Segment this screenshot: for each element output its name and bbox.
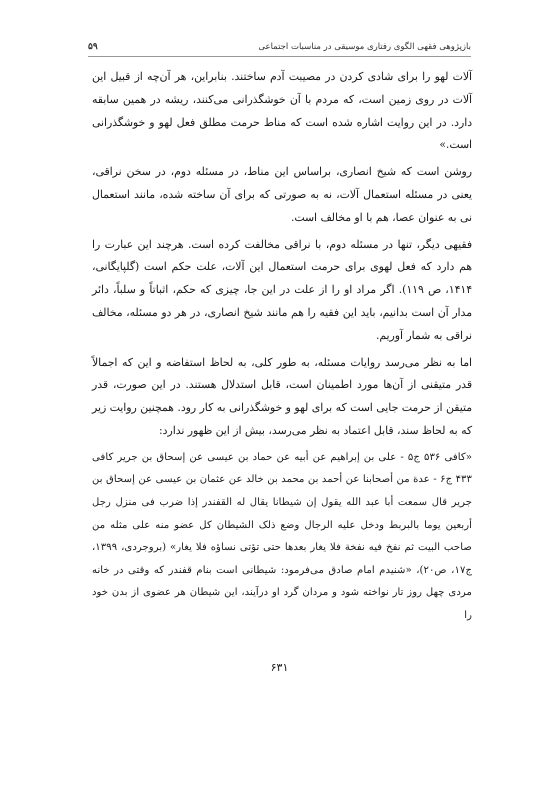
page-number: ۶۳۱: [270, 661, 289, 674]
paragraph: روشن است که شیخ انصاری، براساس این مناط، در مسئله دوم، در سخن نراقی، یعنی در مسئله استعمال آلات، نه به صورتی که برای آن ساخته شده، مانند استعمال نی به عنوان عصا، هم با او مخالف است.: [92, 165, 472, 224]
header-divider: [88, 56, 471, 57]
paragraph: اما به نظر می‌رسد روایات مسئله، به طور کلی، به لحاظ استفاضه و این که اجمالاً قدر متیقنی از آن‌ها مورد اطمینان است، قابل استدلال هستند. در این صورت، قدر متیقن از حرمت جایی است که برای لهو و خوشگذرانی به کار رود. همچنین روایت زیر که به لحاظ سند، قابل اعتماد به نظر می‌رسد، بیش از این ظهور ندارد:: [92, 355, 472, 437]
page-body: [92, 66, 472, 628]
paragraph: فقیهی دیگر، تنها در مسئله دوم، با نراقی مخالفت کرده است. هرچند این عبارت را هم دارد که فعل لهوی برای حرمت استعمال این آلات، علت حکم است (گلپایگانی، ۱۴۱۴، ص ۱۱۹). اگر مراد او را از علت در این جا، چیزی که حکم، اثباتاً و سلباً، دائر مدار آن است بدانیم، باید این فقیه را هم مانند شیخ انصاری، در هر دو مسئله، مخالف نراقی به شمار آوریم.: [92, 237, 472, 342]
running-header-number: ۵۹: [88, 42, 98, 52]
running-header: [88, 42, 471, 52]
running-header-title: بازپژوهی فقهی الگوی رفتاری موسیقی در مناسبات اجتماعی: [258, 42, 471, 52]
paragraph: آلات لهو را برای شادی کردن در مصیبت آدم ساختند. بنابراین، هر آن‌چه از قبیل این آلات در روی زمین است، که مردم با آن خوشگذرانی می‌کنند، ریشه در همین سابقه دارد. در این روایت اشاره شده است که مناط حرمت مطلق فعل لهو و خوشگذرانی است.»: [92, 70, 472, 152]
hadith-quote: «کافی ۵۳۶ ج۵ - علی بن إبراهیم عن أبیه عن حماد بن عیسی عن إسحاق بن جریر کافی ۴۳۳ ج۶ - عدة من أصحابنا عن أحمد بن محمد بن خالد عن عثمان بن عیسی عن إسحاق بن جریر قال سمعت أبا عبد الله یقول إن شیطانا یقال له القفندر إذا ضرب فی منزل رجل أربعین یوما بالبربط ودخل علیه الرجال وضع ذلک الشیطان کل عضو منه علی مثله من صاحب البیت ثم نفخ فیه نفخة فلا یغار بعدها حتی تؤتی نساؤه فلا یغار» (بروجردی، ۱۳۹۹، ج۱۷، ص۲۰)، «شنیدم امام صادق می‌فرمود: شیطانی است بنام قفندر که وقتی در خانه مردی چهل روز تار نواخته شود و مردان گرد او درآیند، این شیطان هر عضوی از بدن خود را: [92, 451, 473, 621]
